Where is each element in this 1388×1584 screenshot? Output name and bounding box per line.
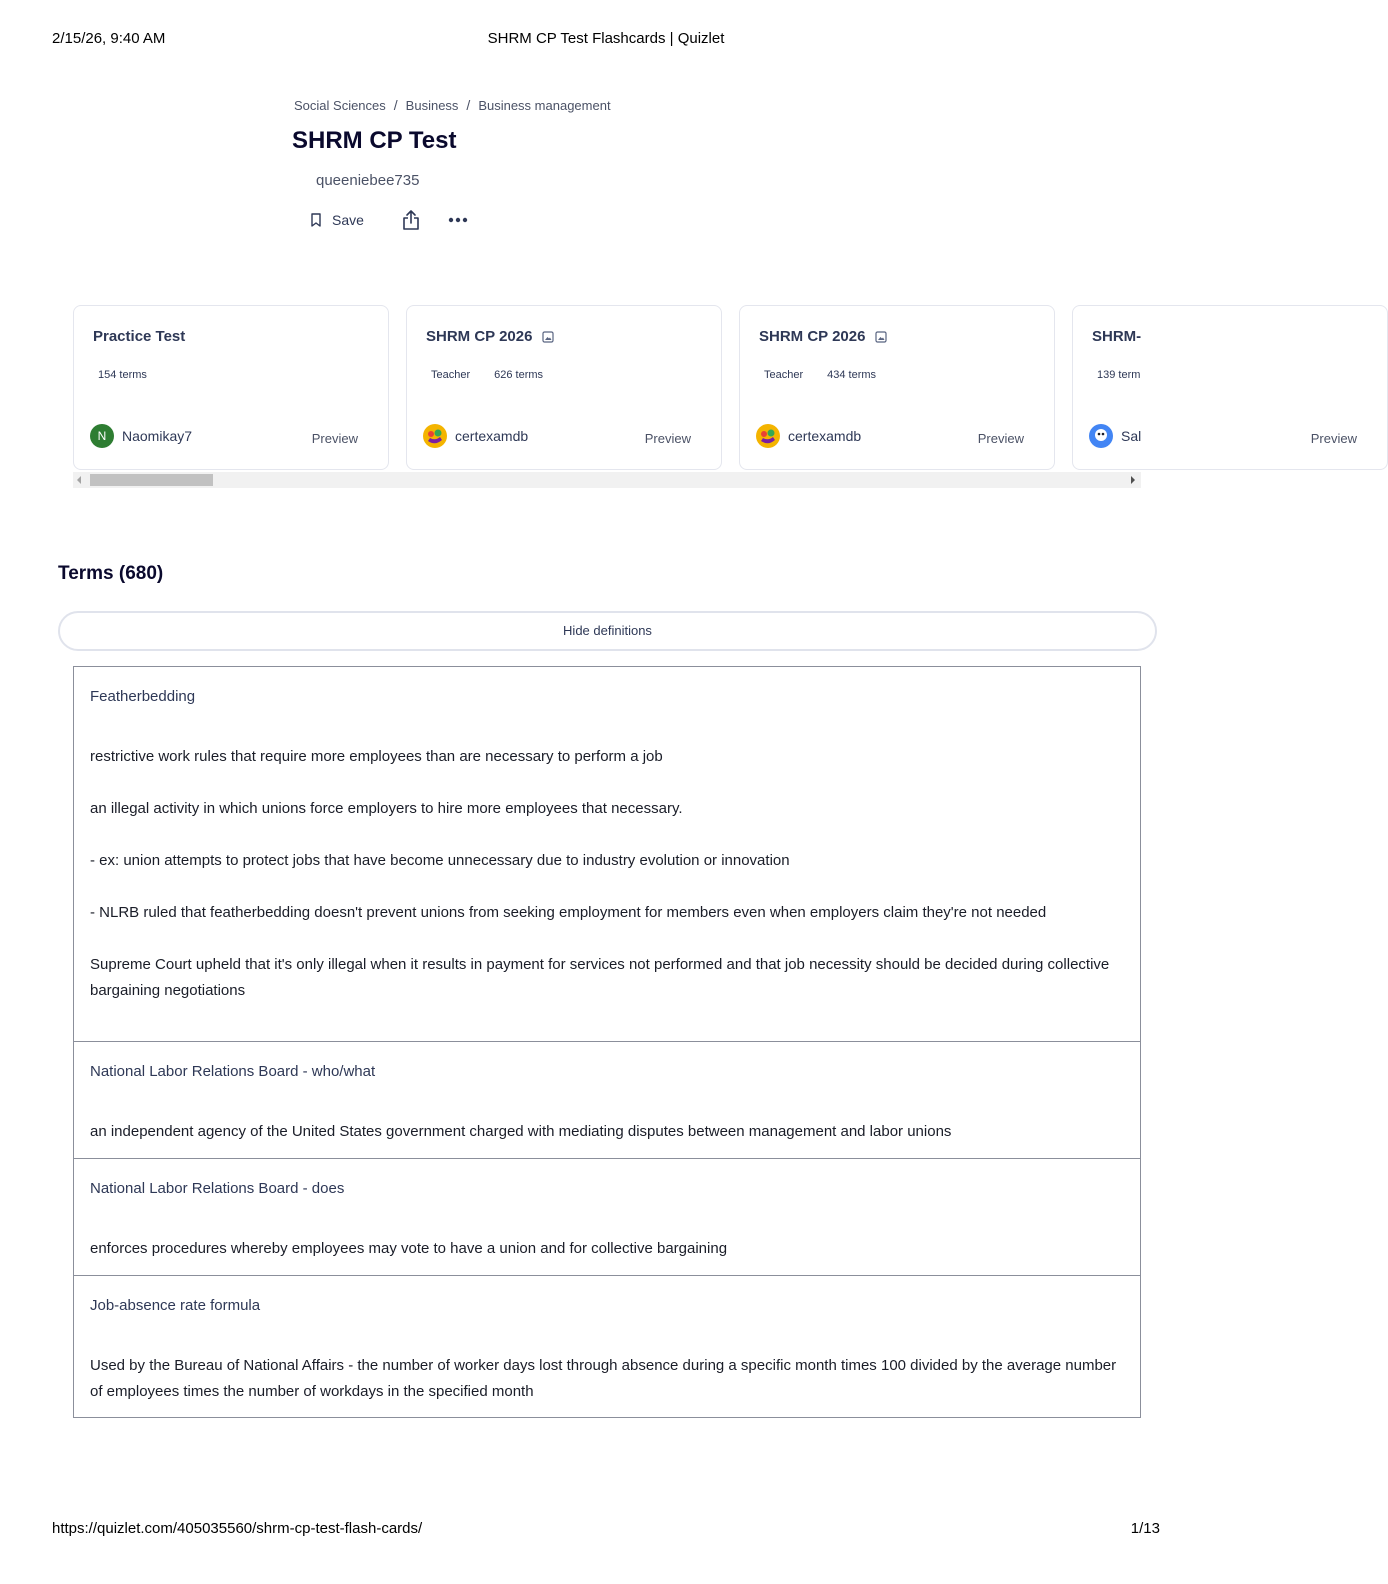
terms-list — [73, 666, 1141, 1418]
related-set-title: Practice Test — [93, 328, 186, 345]
horizontal-scrollbar[interactable] — [73, 472, 1141, 488]
related-set-meta — [98, 369, 147, 381]
author-username: certexamdb — [788, 428, 862, 444]
definition-line: - ex: union attempts to protect jobs that have become unnecessary due to industry evolution or innovation — [90, 852, 790, 869]
hide-definitions-button[interactable]: Hide definitions — [58, 611, 1157, 651]
preview-button[interactable]: Preview — [644, 431, 691, 446]
avatar — [756, 424, 780, 448]
avatar — [1089, 424, 1113, 448]
author-name[interactable]: queeniebee735 — [316, 172, 420, 189]
save-label: Save — [332, 212, 364, 228]
related-set-card[interactable] — [73, 305, 389, 470]
avatar — [423, 424, 447, 448]
definition-line: - NLRB ruled that featherbedding doesn't prevent unions from seeking employment for members even when employers claim they're not needed — [90, 904, 1047, 921]
term-definition — [90, 1353, 1124, 1405]
term-word: National Labor Relations Board - who/what — [90, 1063, 376, 1080]
share-icon — [402, 209, 420, 231]
print-date: 2/15/26, 9:40 AM — [52, 30, 166, 47]
related-set-card[interactable] — [1072, 305, 1388, 470]
term-card — [74, 1158, 1140, 1275]
related-set-card[interactable] — [406, 305, 722, 470]
more-options-button[interactable] — [446, 208, 470, 232]
breadcrumb-item[interactable]: Social Sciences — [294, 97, 386, 113]
terms-heading: Terms (680) — [58, 563, 164, 584]
related-set-title: SHRM- — [1092, 328, 1142, 345]
preview-button[interactable]: Preview — [311, 431, 358, 446]
breadcrumb-separator: / — [393, 97, 398, 113]
author-username: Naomikay7 — [122, 428, 193, 444]
preview-button[interactable]: Preview — [977, 431, 1024, 446]
term-count: 626 terms — [494, 369, 544, 381]
save-button[interactable] — [310, 212, 364, 228]
author-username: certexamdb — [455, 428, 529, 444]
related-set-author[interactable] — [90, 424, 192, 448]
bookmark-icon — [310, 213, 322, 227]
print-footer — [52, 1520, 1160, 1538]
term-card — [74, 1041, 1140, 1158]
teacher-badge: Teacher — [764, 369, 804, 381]
scroll-left-icon[interactable] — [77, 476, 81, 484]
related-set-meta — [1097, 369, 1140, 381]
related-set-card[interactable] — [739, 305, 1055, 470]
breadcrumb — [294, 97, 611, 113]
term-definition — [90, 744, 1124, 1004]
term-word: National Labor Relations Board - does — [90, 1180, 345, 1197]
term-count: 154 terms — [98, 369, 147, 381]
page-title: SHRM CP Test — [292, 127, 457, 154]
breadcrumb-item[interactable]: Business management — [478, 97, 611, 113]
related-set-author[interactable] — [423, 424, 528, 448]
term-count: 139 term — [1097, 369, 1141, 381]
related-sets-carousel — [73, 305, 1357, 471]
related-set-title: SHRM CP 2026 — [426, 328, 554, 345]
print-header — [52, 30, 1160, 48]
related-set-author[interactable] — [1089, 424, 1141, 448]
definition-line: an independent agency of the United States government charged with mediating disputes between management and labor unions — [90, 1123, 952, 1140]
print-page-number: 1/13 — [1130, 1520, 1160, 1537]
print-url: https://quizlet.com/405035560/shrm-cp-test-flash-cards/ — [52, 1520, 423, 1537]
set-actions — [310, 206, 470, 234]
avatar: N — [90, 424, 114, 448]
term-definition — [90, 1236, 1124, 1262]
preview-button[interactable]: Preview — [1310, 431, 1357, 446]
term-count: 434 terms — [827, 369, 877, 381]
definition-line: Used by the Bureau of National Affairs - the number of worker days lost through absence during a specific month times 100 divided by the average number of employees times the number of workdays in the specified month — [90, 1357, 1117, 1400]
breadcrumb-item[interactable]: Business — [405, 97, 459, 113]
term-word: Featherbedding — [90, 688, 196, 705]
definition-line: an illegal activity in which unions force employers to hire more employees that necessary. — [90, 800, 683, 817]
term-card — [74, 667, 1140, 1041]
share-button[interactable] — [400, 208, 422, 232]
author-username: Sal — [1121, 428, 1142, 444]
definition-line: Supreme Court upheld that it's only illegal when it results in payment for services not performed and that job necessity should be decided during collective bargaining negotiations — [90, 956, 1110, 999]
term-word: Job-absence rate formula — [90, 1297, 261, 1314]
scroll-right-icon[interactable] — [1131, 476, 1135, 484]
term-definition — [90, 1119, 1124, 1145]
image-icon — [542, 331, 554, 343]
related-set-meta — [431, 369, 543, 381]
related-set-title: SHRM CP 2026 — [759, 328, 887, 345]
definition-line: restrictive work rules that require more employees than are necessary to perform a job — [90, 748, 663, 765]
related-set-meta — [764, 369, 876, 381]
scrollbar-thumb[interactable] — [90, 474, 213, 486]
definition-line: enforces procedures whereby employees may vote to have a union and for collective bargaining — [90, 1240, 728, 1257]
teacher-badge: Teacher — [431, 369, 471, 381]
related-set-author[interactable] — [756, 424, 861, 448]
term-card — [74, 1275, 1140, 1417]
breadcrumb-separator: / — [466, 97, 471, 113]
image-icon — [875, 331, 887, 343]
more-icon — [448, 217, 468, 223]
print-title: SHRM CP Test Flashcards | Quizlet — [487, 30, 725, 47]
